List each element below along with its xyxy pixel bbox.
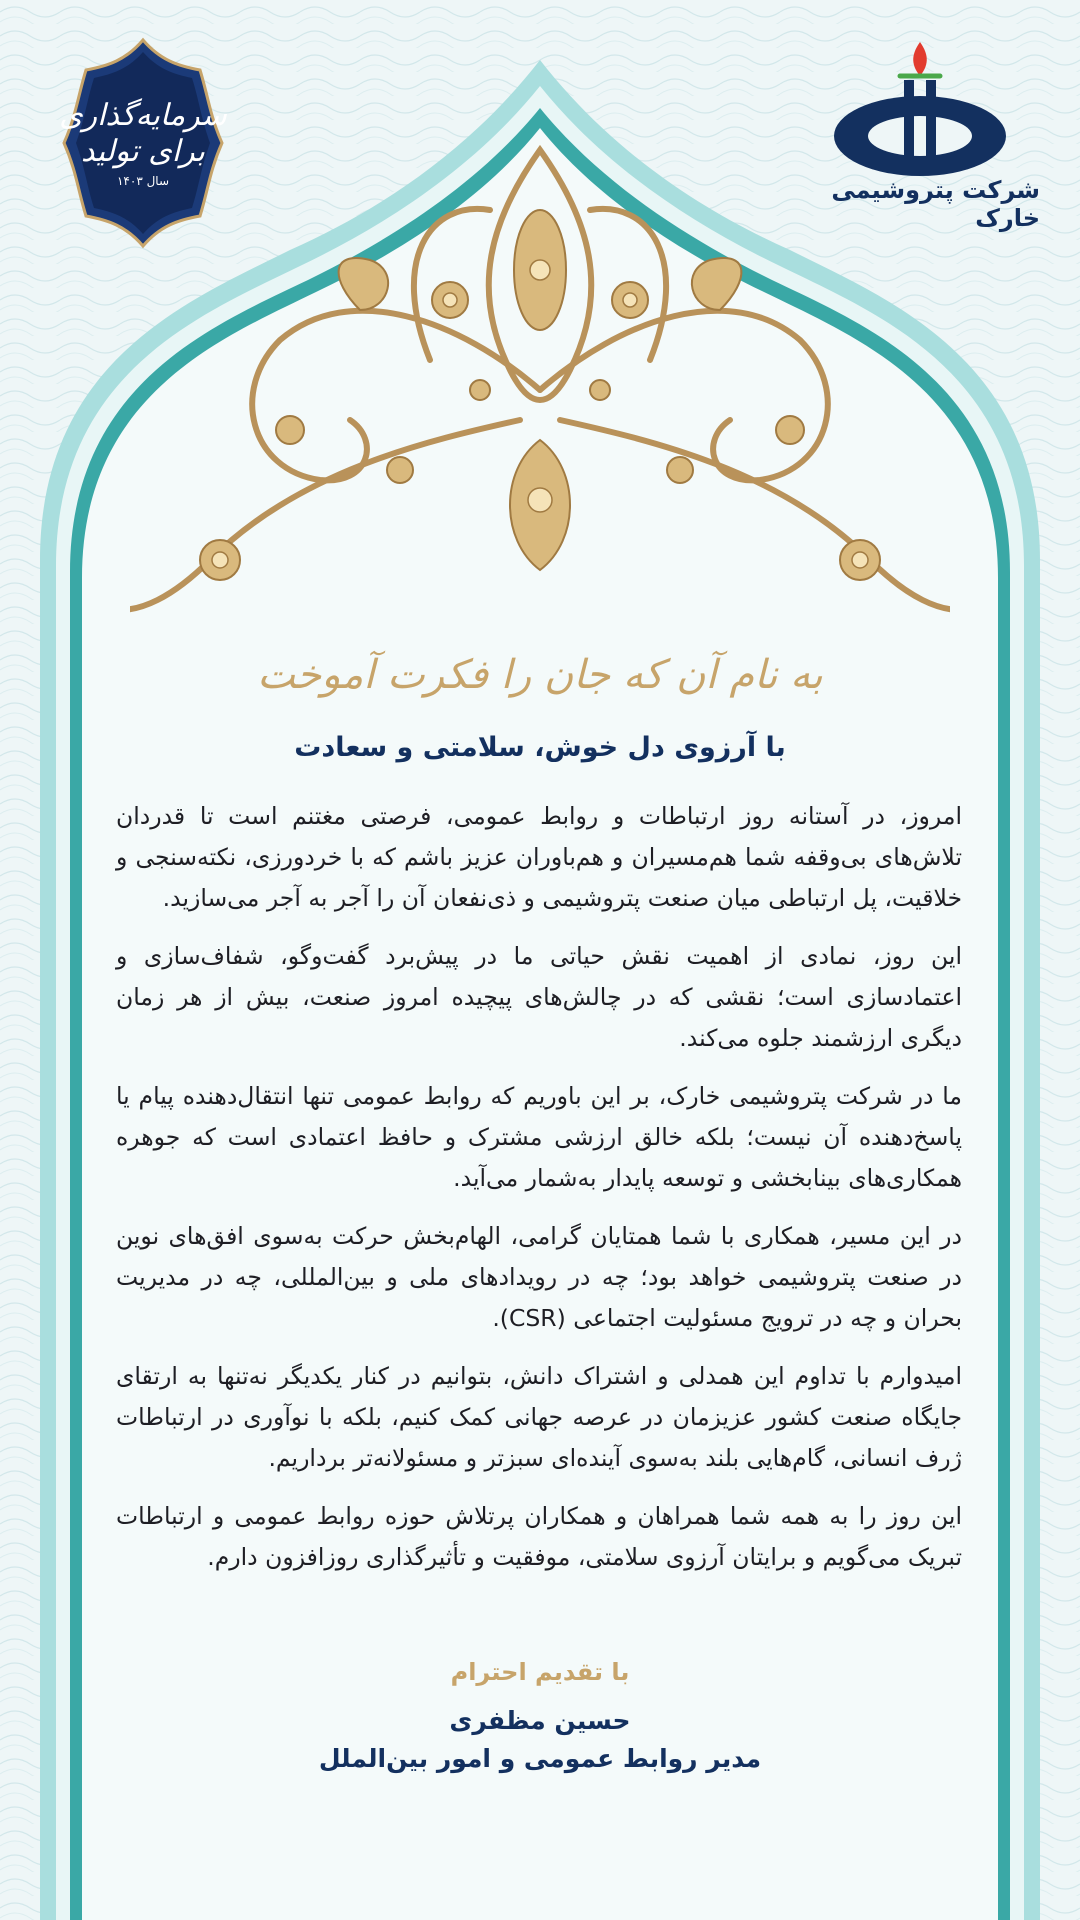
badge-year: سال ۱۴۰۳ <box>116 174 170 188</box>
paragraph: این روز، نمادی از اهمیت نقش حیاتی ما در پیش‌برد گفت‌وگو، شفاف‌سازی و اعتمادسازی است؛ نقشی که در چالش‌های پیچیده امروز صنعت، بیش از هر زمان دیگری ارزشمند جلوه می‌کند. <box>116 942 962 1052</box>
calligraphy-heading: به نام آن که جان را فکرت آموخت <box>257 652 823 698</box>
paragraph: این روز را به همه شما همراهان و همکاران پرتلاش حوزه روابط عمومی و ارتباطات تبریک می‌گویم و برایتان آرزوی سلامتی، موفقیت و تأثیرگذاری روزافزون دارم. <box>116 1502 962 1571</box>
signature-regards: با تقدیم احترام <box>450 1658 630 1686</box>
paragraph: در این مسیر، همکاری با شما همتایان گرامی، الهام‌بخش حرکت به‌سوی افق‌های نوین در صنعت پتروشیمی خواهد بود؛ چه در رویدادهای ملی و بین‌المللی، چه در مدیریت بحران و چه در ترویج مسئولیت اجتماعی (CSR). <box>116 1222 962 1332</box>
badge-slogan-line1: سرمایه‌گذاری <box>59 98 227 133</box>
signature-title: مدیر روابط عمومی و امور بین‌الملل <box>318 1744 762 1773</box>
company-name: شرکت پتروشیمی خارک <box>831 176 1040 232</box>
letter-body <box>116 796 962 1595</box>
paragraph: امروز، در آستانه روز ارتباطات و روابط عمومی، فرصتی مغتنم است تا قدردان تلاش‌های بی‌وقفه شما هم‌مسیران و هم‌باوران عزیز باشم که با خردورزی، نکته‌سنجی و خلاقیت، پل ارتباطی میان صنعت پتروشیمی و ذی‌نفعان آن را آجر به آجر می‌سازید. <box>116 802 962 912</box>
badge-slogan-line2: برای تولید <box>80 134 206 169</box>
signature-name: حسین مظفری <box>449 1706 631 1735</box>
wish-heading: با آرزوی دل خوش، سلامتی و سعادت <box>294 732 786 763</box>
paragraph: امیدوارم با تداوم این همدلی و اشتراک دانش، بتوانیم در کنار یکدیگر نه‌تنها به ارتقای جایگاه صنعت کشور عزیزمان در عرصه جهانی کمک کنیم، بلکه با نوآوری در ارتباطات ژرف انسانی، گام‌هایی بلند به‌سوی آینده‌ای سبزتر و مسئولانه‌تر برداریم. <box>116 1362 962 1472</box>
slogan-badge <box>60 36 226 250</box>
paragraph: ما در شرکت پتروشیمی خارک، بر این باوریم که روابط عمومی تنها انتقال‌دهنده پیام یا پاسخ‌دهنده آن نیست؛ بلکه خالق ارزشی مشترک و حافظ اعتمادی است که جوهره همکاری‌های بینابخشی و توسعه پایدار به‌شمار می‌آید. <box>116 1082 962 1192</box>
kharg-petrochemical-logo-icon <box>820 36 1020 186</box>
